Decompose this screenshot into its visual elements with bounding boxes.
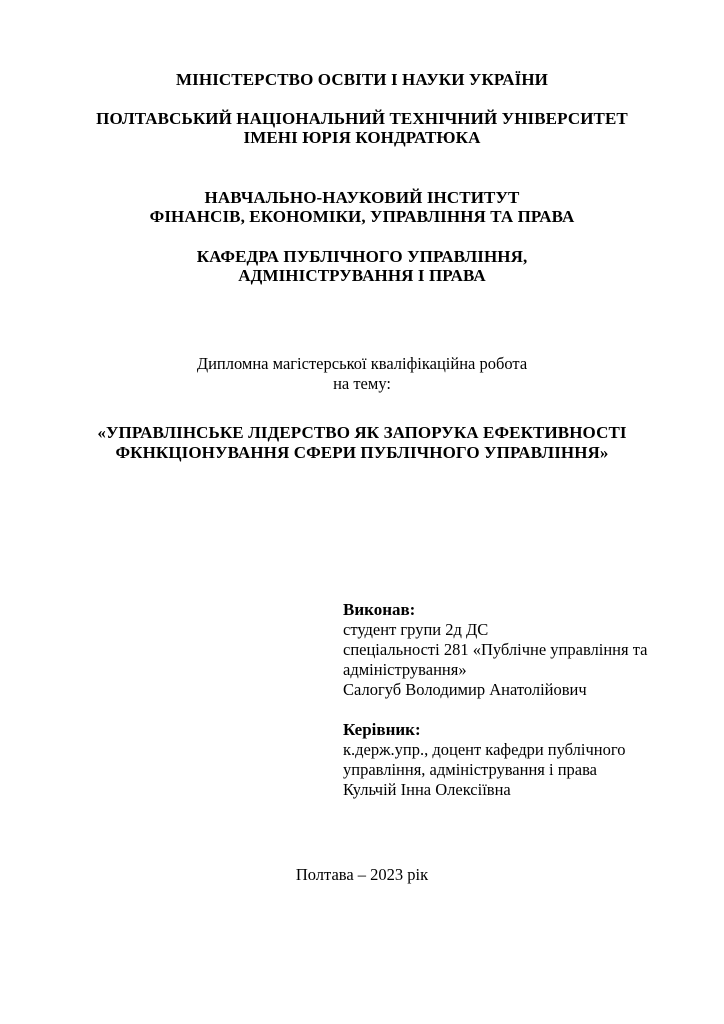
author-specialty-cont: адміністрування» <box>343 660 467 679</box>
supervisor-heading: Керівник: <box>343 720 421 739</box>
ministry-heading: МІНІСТЕРСТВО ОСВІТИ І НАУКИ УКРАЇНИ <box>176 70 548 89</box>
work-title-line1: «УПРАВЛІНСЬКЕ ЛІДЕРСТВО ЯК ЗАПОРУКА ЕФЕКТИВНОСТІ <box>97 423 627 442</box>
work-type-line1: Дипломна магістерської кваліфікаційна робота <box>196 354 528 373</box>
city-year: Полтава – 2023 рік <box>295 865 429 884</box>
university-heading-line2: ІМЕНІ ЮРІЯ КОНДРАТЮКА <box>243 128 481 147</box>
supervisor-name: Кульчій Інна Олексіївна <box>343 780 511 799</box>
supervisor-block <box>343 720 625 800</box>
institute-heading-line1: НАВЧАЛЬНО-НАУКОВИЙ ІНСТИТУТ <box>204 188 520 207</box>
department-heading-line2: АДМІНІСТРУВАННЯ І ПРАВА <box>238 266 486 285</box>
department-heading-line1: КАФЕДРА ПУБЛІЧНОГО УПРАВЛІННЯ, <box>196 247 528 266</box>
work-title-line2: ФКНКЦІОНУВАННЯ СФЕРИ ПУБЛІЧНОГО УПРАВЛІННЯ» <box>115 443 609 462</box>
university-heading-line1: ПОЛТАВСЬКИЙ НАЦІОНАЛЬНИЙ ТЕХНІЧНИЙ УНІВЕРСИТЕТ <box>96 109 628 128</box>
supervisor-position-cont: управління, адміністрування і права <box>343 760 598 779</box>
author-specialty: спеціальності 281 «Публічне управління та <box>343 640 648 659</box>
supervisor-position: к.держ.упр., доцент кафедри публічного <box>343 740 626 759</box>
author-block <box>343 600 647 700</box>
author-heading: Виконав: <box>343 600 416 619</box>
author-name: Салогуб Володимир Анатолійович <box>343 680 587 699</box>
author-group: студент групи 2д ДС <box>343 620 489 639</box>
work-type-line2: на тему: <box>333 374 391 393</box>
institute-heading-line2: ФІНАНСІВ, ЕКОНОМІКИ, УПРАВЛІННЯ ТА ПРАВА <box>149 207 575 226</box>
